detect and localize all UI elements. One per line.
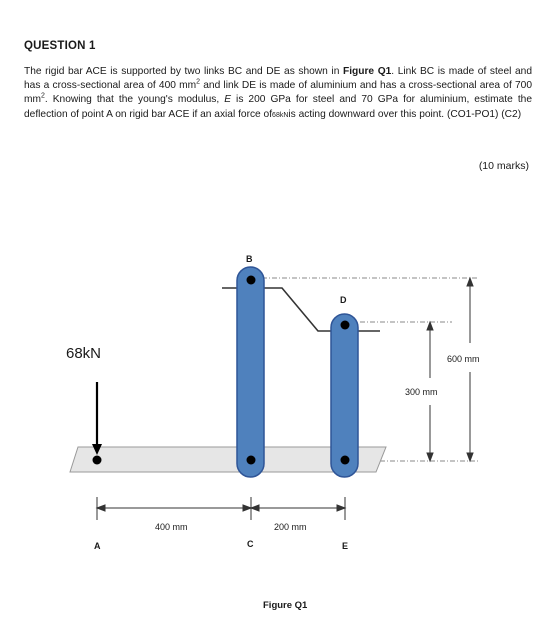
figure-caption: Figure Q1 bbox=[263, 600, 308, 611]
reference-lines bbox=[240, 278, 478, 461]
question-text: and link DE is made of aluminium and has a cross-sectional area of 700 mm bbox=[24, 80, 532, 106]
dim-d-height-label: 300 mm bbox=[405, 387, 438, 397]
pin-d bbox=[341, 321, 350, 330]
marks-label: (10 marks) bbox=[478, 160, 529, 172]
dim-ce-label: 200 mm bbox=[274, 522, 307, 532]
dim-b-height-label: 600 mm bbox=[447, 354, 480, 364]
link-bc bbox=[237, 267, 264, 477]
dim-ac-label: 400 mm bbox=[155, 522, 188, 532]
question-text: is acting downward over this point. (CO1-PO1) (C2) bbox=[288, 108, 522, 120]
pin-a bbox=[93, 456, 102, 465]
link-de bbox=[331, 314, 358, 477]
label-b: B bbox=[246, 254, 253, 264]
question-text: . Link BC is made of steel and has a cross-sectional area of 400 mm bbox=[24, 66, 532, 92]
horizontal-dimension bbox=[97, 497, 345, 520]
label-a: A bbox=[94, 541, 101, 551]
pin-c bbox=[247, 456, 256, 465]
pin-e bbox=[341, 456, 350, 465]
youngs-modulus-symbol: E bbox=[224, 94, 232, 106]
vertical-dimension-600 bbox=[467, 278, 473, 461]
pin-b bbox=[247, 276, 256, 285]
superscript: 2 bbox=[40, 93, 45, 101]
force-label: 68kN bbox=[66, 345, 102, 362]
figure-reference: Figure Q1 bbox=[342, 66, 392, 77]
inline-force-value: 68kN bbox=[272, 111, 289, 119]
question-title: QUESTION 1 bbox=[24, 40, 96, 52]
question-text: is 200 GPa for steel and 70 GPa for aluminium, estimate the deflection of point A on rigid bar ACE if an axial force of bbox=[24, 94, 532, 120]
label-d: D bbox=[340, 295, 347, 305]
force-arrow bbox=[92, 382, 102, 455]
label-e: E bbox=[342, 541, 349, 551]
question-text: The rigid bar ACE is supported by two links BC and DE as shown in bbox=[24, 66, 343, 77]
superscript: 2 bbox=[196, 78, 201, 86]
label-c: C bbox=[247, 539, 254, 549]
question-text: . Knowing that the young's modulus, bbox=[44, 94, 225, 106]
